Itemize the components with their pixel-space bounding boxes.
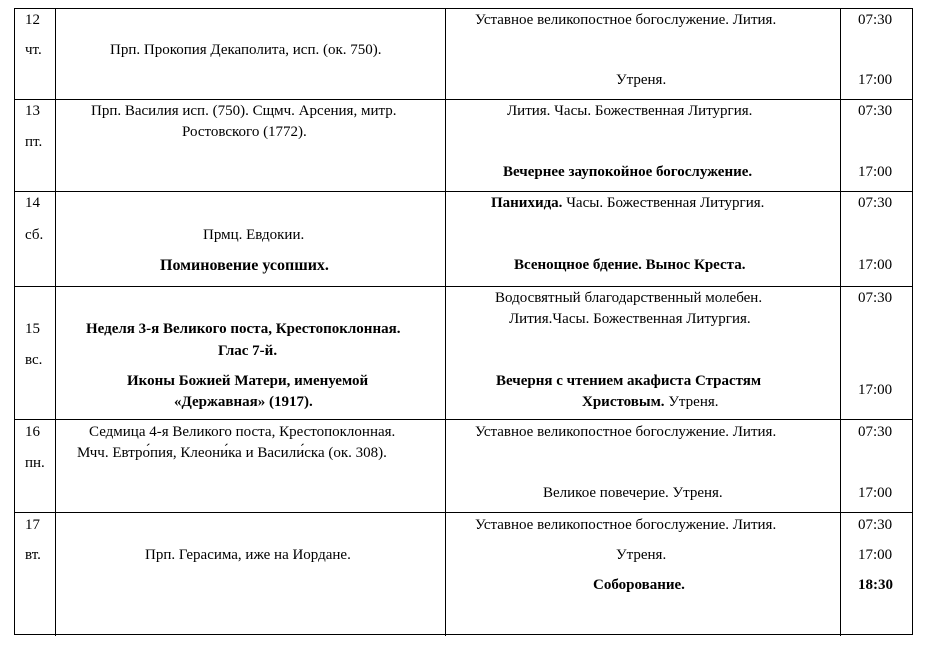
service-time: 07:30 xyxy=(858,195,893,211)
column-divider xyxy=(840,100,841,191)
service-text: Утреня. xyxy=(616,72,667,88)
service-text: Лития.Часы. Божественная Литургия. xyxy=(509,311,751,327)
table-row xyxy=(15,192,912,287)
weekday: пт. xyxy=(25,134,43,150)
saint-text: Поминовение усопших. xyxy=(160,257,329,274)
service-text: Водосвятный благодарственный молебен. xyxy=(495,290,763,306)
column-divider xyxy=(55,192,56,286)
service-time: 07:30 xyxy=(858,290,893,306)
column-divider xyxy=(445,9,446,99)
service-time: 17:00 xyxy=(858,164,893,180)
service-time: 17:00 xyxy=(858,485,893,501)
service-text-rest: Утреня. xyxy=(664,394,719,410)
table-row xyxy=(15,287,912,420)
service-time: 17:00 xyxy=(858,382,893,398)
saint-text: Неделя 3-я Великого поста, Крестопоклонная. xyxy=(86,321,401,337)
service-time: 07:30 xyxy=(858,103,893,119)
service-text: Всенощное бдение. Вынос Креста. xyxy=(514,257,746,273)
saint-text: Прп. Прокопия Декаполита, исп. (ок. 750). xyxy=(110,42,382,58)
service-time: 17:00 xyxy=(858,547,893,563)
column-divider xyxy=(55,420,56,512)
service-text: Вечернее заупокойное богослужение. xyxy=(503,164,753,180)
service-text: Великое повечерие. Утреня. xyxy=(543,485,723,501)
service-text: Уставное великопостное богослужение. Лития. xyxy=(475,424,777,440)
saint-text: Седмица 4-я Великого поста, Крестопоклонная. xyxy=(89,424,396,440)
column-divider xyxy=(55,513,56,636)
service-time: 07:30 xyxy=(858,12,893,28)
table-row xyxy=(15,100,912,192)
saint-text: Прп. Василия исп. (750). Сщмч. Арсения, митр. xyxy=(91,103,397,119)
service-time: 17:00 xyxy=(858,257,893,273)
column-divider xyxy=(55,287,56,419)
column-divider xyxy=(445,192,446,286)
service-text: Соборование. xyxy=(593,577,685,593)
saint-text: Мчч. Евтро́пия, Клеони́ка и Васили́ска (ок. 308). xyxy=(77,445,387,461)
column-divider xyxy=(840,192,841,286)
column-divider xyxy=(445,420,446,512)
service-text-rest: Часы. Божественная Литургия. xyxy=(562,195,765,211)
column-divider xyxy=(445,287,446,419)
day-number: 14 xyxy=(25,195,40,211)
weekday: сб. xyxy=(25,227,44,243)
day-number: 15 xyxy=(25,321,40,337)
service-text xyxy=(582,393,719,411)
column-divider xyxy=(840,9,841,99)
schedule-table xyxy=(14,8,913,635)
saint-text: Глас 7-й. xyxy=(218,343,278,359)
service-text: Утреня. xyxy=(616,547,667,563)
saint-text: Ростовского (1772). xyxy=(182,124,307,140)
table-row xyxy=(15,513,912,636)
column-divider xyxy=(445,513,446,636)
column-divider xyxy=(55,9,56,99)
column-divider xyxy=(55,100,56,191)
table-row xyxy=(15,9,912,100)
service-time: 17:00 xyxy=(858,72,893,88)
column-divider xyxy=(445,100,446,191)
day-number: 13 xyxy=(25,103,40,119)
day-number: 12 xyxy=(25,12,40,28)
service-time: 07:30 xyxy=(858,424,893,440)
saint-text: Прмц. Евдокии. xyxy=(203,227,305,243)
service-text: Вечерня с чтением акафиста Страстям xyxy=(496,373,762,389)
service-text xyxy=(491,194,764,212)
saint-text: Прп. Герасима, иже на Иордане. xyxy=(145,547,351,563)
column-divider xyxy=(840,420,841,512)
weekday: вс. xyxy=(25,352,43,368)
weekday: чт. xyxy=(25,42,42,58)
saint-text: «Державная» (1917). xyxy=(174,394,313,410)
service-text: Уставное великопостное богослужение. Лития. xyxy=(475,12,777,28)
saint-text: Иконы Божией Матери, именуемой xyxy=(127,373,369,389)
table-row xyxy=(15,420,912,513)
weekday: вт. xyxy=(25,547,41,563)
column-divider xyxy=(840,287,841,419)
day-number: 16 xyxy=(25,424,40,440)
service-text: Уставное великопостное богослужение. Лития. xyxy=(475,517,777,533)
service-time: 18:30 xyxy=(858,577,893,593)
day-number: 17 xyxy=(25,517,40,533)
service-text-bold: Христовым. xyxy=(582,394,665,410)
weekday: пн. xyxy=(25,455,45,471)
service-time: 07:30 xyxy=(858,517,893,533)
column-divider xyxy=(840,513,841,636)
service-text: Лития. Часы. Божественная Литургия. xyxy=(507,103,753,119)
service-text-bold: Панихида. xyxy=(491,195,563,211)
